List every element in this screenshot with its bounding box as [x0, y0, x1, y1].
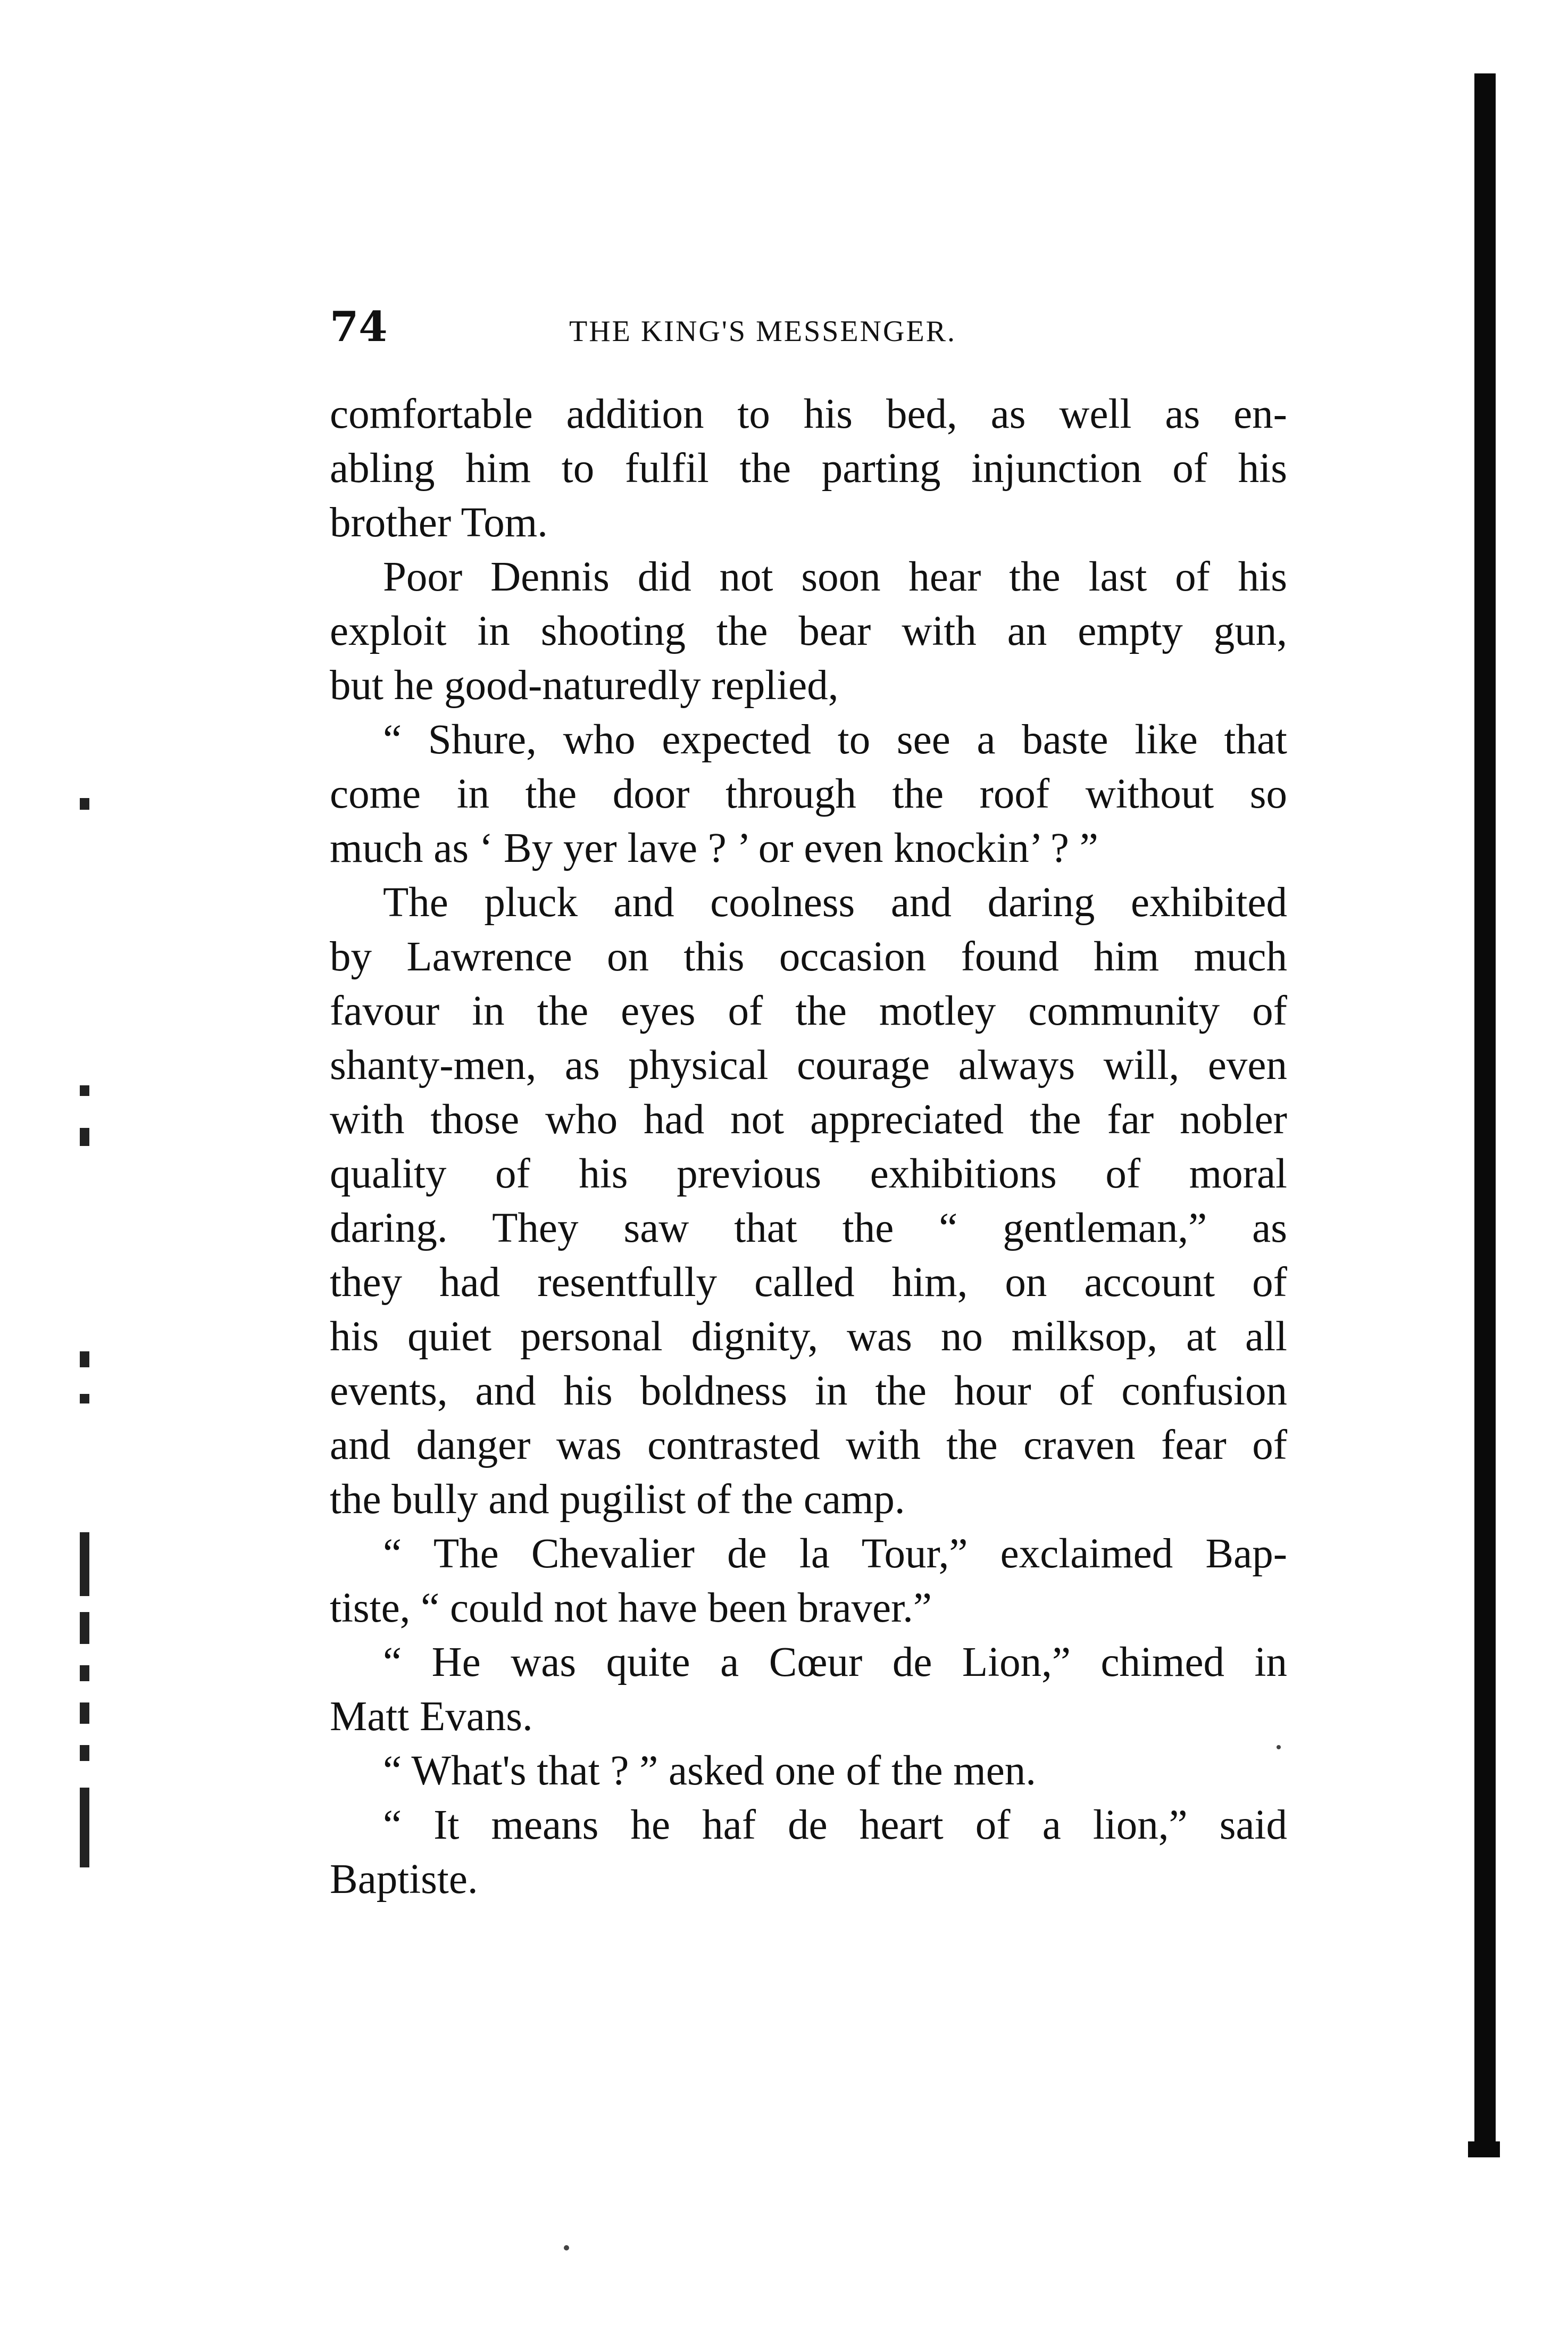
body-text [330, 387, 1287, 1907]
text-line: tiste, “ could not have been braver.” [330, 1585, 932, 1631]
paragraph [330, 387, 1287, 550]
left-edge-scan-mark [80, 1788, 89, 1867]
binding-edge-bar [1474, 73, 1496, 2148]
paragraph [330, 1527, 1287, 1635]
paragraph [330, 1635, 1287, 1744]
text-line: come in the door through the roof without so [330, 771, 1287, 817]
text-line: but he good-naturedly replied, [330, 662, 839, 709]
text-line: brother Tom. [330, 500, 548, 546]
left-edge-scan-mark [80, 1532, 89, 1596]
scan-speck [564, 2245, 569, 2250]
paragraph [330, 1798, 1287, 1907]
left-edge-scan-mark [80, 1612, 89, 1644]
text-line: they had resentfully called him, on account of [330, 1259, 1287, 1306]
text-line: favour in the eyes of the motley community of [330, 988, 1287, 1034]
left-edge-scan-mark [80, 1085, 89, 1096]
text-line: abling him to fulfil the parting injunction of his [330, 445, 1287, 492]
left-edge-scan-mark [80, 1351, 89, 1367]
text-line: his quiet personal dignity, was no milksop, at all [330, 1314, 1287, 1360]
left-edge-scan-mark [80, 1128, 89, 1146]
text-line: exploit in shooting the bear with an empty gun, [330, 608, 1287, 654]
text-line: by Lawrence on this occasion found him much [330, 934, 1287, 980]
left-edge-scan-mark [80, 1665, 89, 1681]
text-line: shanty-men, as physical courage always will, even [330, 1042, 1287, 1089]
left-edge-scan-mark [80, 1394, 89, 1403]
text-line: Baptiste. [330, 1856, 478, 1903]
text-line: daring. They saw that the “ gentleman,” as [330, 1205, 1287, 1251]
page-number: 74 [330, 303, 388, 351]
paragraph [330, 876, 1287, 1527]
text-line: and danger was contrasted with the craven fear of [330, 1422, 1287, 1468]
text-line: “ Shure, who expected to see a baste like that [383, 717, 1287, 763]
paragraph [330, 550, 1287, 713]
text-line: much as ‘ By yer lave ? ’ or even knockin’ ? ” [330, 825, 1098, 871]
text-line: events, and his boldness in the hour of confusion [330, 1368, 1287, 1414]
text-line: “ He was quite a Cœur de Lion,” chimed in [383, 1639, 1287, 1685]
text-line: “ The Chevalier de la Tour,” exclaimed Bap- [383, 1531, 1287, 1577]
text-line: with those who had not appreciated the far nobler [330, 1097, 1287, 1143]
text-line: Poor Dennis did not soon hear the last of his [383, 554, 1287, 600]
text-line: “ It means he haf de heart of a lion,” said [383, 1802, 1287, 1848]
text-line: quality of his previous exhibitions of moral [330, 1151, 1287, 1197]
text-line: The pluck and coolness and daring exhibited [383, 879, 1287, 926]
page-header [330, 295, 1287, 359]
text-line: “ What's that ? ” asked one of the men. [383, 1748, 1037, 1794]
text-line: Matt Evans. [330, 1693, 533, 1740]
paragraph [330, 1744, 1287, 1798]
left-edge-scan-mark [80, 798, 89, 810]
binding-edge-bar-foot [1468, 2141, 1500, 2157]
left-edge-scan-mark [80, 1745, 89, 1761]
paragraph [330, 713, 1287, 876]
text-line: comfortable addition to his bed, as well as en- [330, 391, 1287, 437]
running-title: THE KING'S MESSENGER. [569, 315, 956, 348]
text-line: the bully and pugilist of the camp. [330, 1476, 905, 1523]
left-edge-scan-mark [80, 1702, 89, 1724]
